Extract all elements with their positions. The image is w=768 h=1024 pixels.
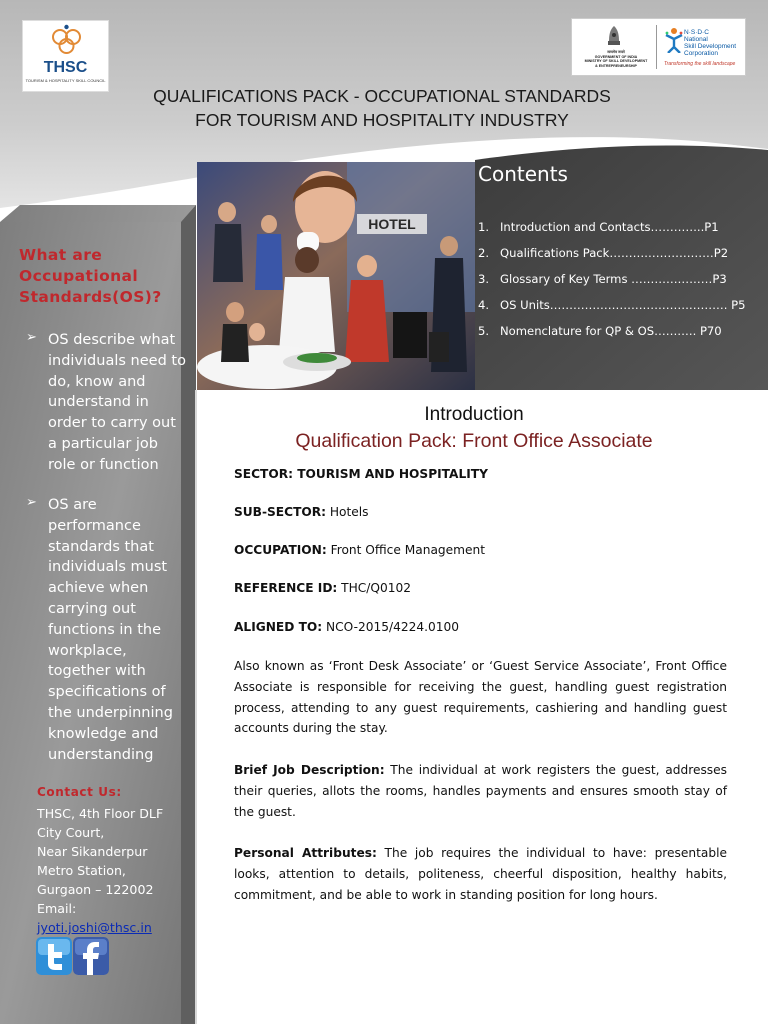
reference-id-field: [234, 581, 734, 595]
contact-email-link[interactable]: jyoti.joshi@thsc.in: [37, 920, 152, 935]
sidebar-bullet-text: OS describe what individuals need to do, know and understand in order to carry out a particular job role or function: [48, 332, 186, 473]
arrow-bullet-icon: ➢: [26, 495, 37, 510]
contents-item[interactable]: [478, 272, 758, 298]
field-value: Hotels: [326, 505, 369, 519]
page-title-line-1: QUALIFICATIONS PACK - OCCUPATIONAL STANDARDS: [153, 86, 611, 106]
contact-line: Gurgaon – 122002: [37, 882, 154, 897]
contact-details: [37, 804, 177, 937]
facebook-icon[interactable]: [73, 937, 109, 975]
personal-attributes-text: The job requires the individual to have: presentable looks, attention to details, politeness, cheerful disposition, healthy habits, commitment, and be able to work in standing position for long hours.: [234, 846, 727, 902]
hotel-sign-text: HOTEL: [368, 216, 416, 232]
field-label: SECTOR: TOURISM AND HOSPITALITY: [234, 467, 488, 481]
contents-item-label: Qualifications Pack………………………P2: [500, 246, 729, 260]
thsc-logo-subtitle: TOURISM & HOSPITALITY SKILL COUNCIL: [25, 78, 106, 83]
field-label: ALIGNED TO:: [234, 620, 323, 634]
aligned-to-field: [234, 620, 734, 634]
brief-job-description-text: The individual at work registers the guest, addresses their queries, allots the rooms, handles payments and ensures smooth stay of the guest.: [234, 763, 727, 819]
field-label: REFERENCE ID:: [234, 581, 338, 595]
contents-item-number: 2.: [478, 246, 490, 260]
hospitality-staff-photo: [197, 162, 475, 390]
nsdc-figure-icon: [664, 27, 684, 53]
thsc-logo-name: THSC: [43, 59, 88, 76]
nsdc-logo-tagline: Transforming the skill landscape: [664, 61, 736, 67]
contents-item-label: Glossary of Key Terms …………………P3: [500, 272, 727, 286]
personal-attributes-label: Personal Attributes:: [234, 846, 377, 860]
qualification-pack-heading: Qualification Pack: Front Office Associate: [295, 430, 653, 452]
contents-item[interactable]: [478, 220, 758, 246]
personal-attributes: [234, 843, 727, 905]
contents-item-number: 1.: [478, 220, 490, 234]
contact-line: Email:: [37, 901, 77, 916]
brief-job-description: [234, 760, 727, 822]
also-known-paragraph: Also known as ‘Front Desk Associate’ or ‘Guest Service Associate’, Front Office Associate is responsible for receiving the guest, handling guest registration process, attending to any guest requirements, cashiering and handling guest accounts during the stay.: [234, 659, 727, 736]
twitter-icon[interactable]: [36, 937, 72, 975]
nsdc-logo-name: N·S·D·C National Skill Development Corporation: [684, 29, 737, 57]
field-label: OCCUPATION:: [234, 543, 327, 557]
thsc-logo: [22, 20, 109, 92]
contents-list: [478, 220, 758, 350]
logo-divider: [656, 25, 657, 69]
arrow-bullet-icon: ➢: [26, 330, 37, 345]
contents-item-label: Nomenclature for QP & OS……….. P70: [500, 324, 722, 338]
occupation-field: [234, 543, 734, 557]
brief-job-description-label: Brief Job Description:: [234, 763, 385, 777]
contents-item[interactable]: [478, 324, 758, 350]
thsc-emblem-icon: [23, 21, 110, 61]
sidebar-heading: What are Occupational Standards(OS)?: [19, 246, 162, 306]
page-title-line-2: FOR TOURISM AND HOSPITALITY INDUSTRY: [195, 110, 569, 130]
contents-item-number: 3.: [478, 272, 490, 286]
national-emblem-icon: [602, 23, 626, 49]
contact-line: THSC, 4th Floor DLF: [37, 806, 164, 821]
sector-field: [234, 467, 734, 481]
contact-line: Near Sikanderpur: [37, 844, 148, 859]
gov-nsdc-logo: [571, 18, 746, 76]
contact-title: Contact Us:: [37, 785, 122, 799]
contact-line: Metro Station,: [37, 863, 126, 878]
contents-item[interactable]: [478, 298, 758, 324]
contents-item-label: OS Units………………………………………. P5: [500, 298, 746, 312]
page-title: [120, 84, 644, 132]
contents-item-number: 5.: [478, 324, 490, 338]
contents-title: Contents: [478, 162, 568, 186]
field-label: SUB-SECTOR:: [234, 505, 327, 519]
introduction-heading: Introduction: [424, 404, 524, 425]
contact-line: City Court,: [37, 825, 105, 840]
contents-item[interactable]: [478, 246, 758, 272]
sub-sector-field: [234, 505, 734, 519]
field-value: Front Office Management: [326, 543, 486, 557]
field-value: NCO-2015/4224.0100: [322, 620, 460, 634]
contents-item-label: Introduction and Contacts…………..P1: [500, 220, 719, 234]
sidebar-bullet-text: OS are performance standards that individuals must achieve when carrying out functions in the workplace, together with specifications of the underpinning knowledge and understanding: [48, 497, 173, 763]
field-value: THC/Q0102: [337, 581, 412, 595]
gov-logo-text: सत्यमेव जयते GOVERNMENT OF INDIA MINISTRY OF SKILL DEVELOPMENT & ENTREPRENEURSHIP: [584, 50, 648, 68]
contents-item-number: 4.: [478, 298, 490, 312]
